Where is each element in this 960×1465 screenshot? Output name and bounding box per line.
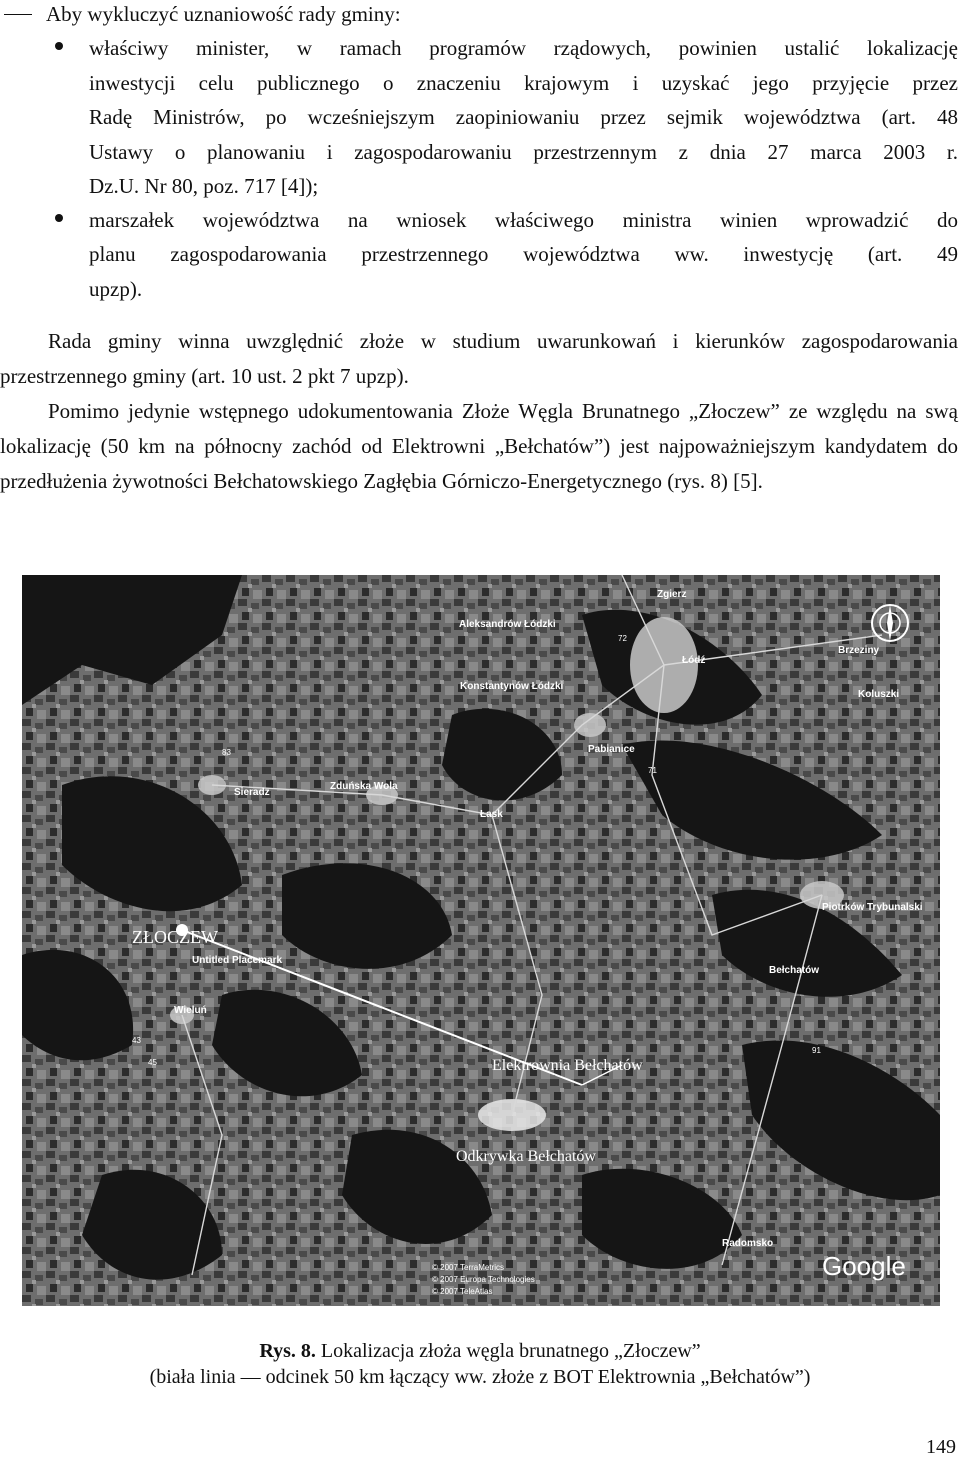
bullet2-line1: marszałek województwa na wniosek właściwego ministra winien wprowadzić do [89,208,958,232]
satellite-map [22,575,940,1306]
label-zgierz: Zgierz [657,589,687,600]
annotation-odkrywka: Odkrywka Bełchatów [456,1148,596,1165]
road-43: 43 [132,1036,141,1045]
label-brzeziny: Brzeziny [838,645,880,656]
label-belchatow: Bełchatów [769,965,820,976]
paragraph-pomimo: Pomimo jedynie wstępnego udokumentowania Złoże Węgla Brunatnego „Złoczew” ze względu na swą lokalizację (50 km na północny zachód od Elektrowni „Bełchatów”) jest najpoważniejszym kandydatem do przedłużenia żywotności Bełchatowskiego Zagłębia Górniczo-Energetycznego (rys. 8) [5]. [0,399,958,493]
road-45: 45 [148,1058,157,1067]
copyright-2: © 2007 Europa Technologies [432,1275,535,1284]
annotation-placemark: Untitled Placemark [192,955,283,966]
intro-heading-text: Aby wykluczyć uznaniowość rady gminy: [46,2,401,26]
label-koluszki: Koluszki [858,689,900,700]
label-pabianice: Pabianice [588,744,635,755]
bullet1-line3: Radę Ministrów, po wcześniejszym zaopiniowaniu przez sejmik województwa (art. 48 [89,105,958,129]
bullet-icon [55,42,63,50]
copyright-1: © 2007 TerraMetrics [432,1263,504,1272]
paragraph-rada: Rada gminy winna uwzględnić złoże w studium uwarunkowań i kierunków zagospodarowania przestrzennego gminy (art. 10 ust. 2 pkt 7 upzp). [0,329,958,388]
bullet2-line2: planu zagospodarowania przestrzennego województwa ww. inwestycję (art. 49 [89,242,958,266]
map-svg [22,575,940,1306]
google-logo: Google [822,1251,906,1281]
label-zdunska-wola: Zduńska Wola [330,781,398,792]
label-aleksandrow: Aleksandrów Łódzki [459,619,556,630]
label-sieradz: Sieradz [234,787,270,798]
label-piotrkow: Piotrków Trybunalski [822,902,923,913]
bullet1-line1: właściwy minister, w ramach programów rządowych, powinien ustalić lokalizację [89,36,958,60]
label-radomsko: Radomsko [722,1238,774,1249]
bullet1-line2: inwestycji celu publicznego o znaczeniu krajowym i uzyskać jego przyjęcie przez [89,71,958,95]
bullet1-line5: Dz.U. Nr 80, poz. 717 [4]); [89,174,319,198]
annotation-elektrownia: Elektrownia Bełchatów [492,1057,643,1074]
page-number: 149 [926,1436,956,1458]
label-konstantynow: Konstantynów Łódzki [460,681,564,692]
road-72: 72 [618,634,627,643]
intro-heading [0,2,401,26]
road-71: 71 [648,766,657,775]
figure-caption-line2: (biała linia — odcinek 50 km łączący ww. złoże z BOT Elektrownia „Bełchatów”) [149,1366,811,1388]
label-lask: Łask [480,809,503,820]
caption-label: Rys. 8. [259,1340,316,1362]
copyright-3: © 2007 TeleAtlas [432,1287,493,1296]
bullet2-line3: upzp). [89,277,143,301]
road-83: 83 [222,748,231,757]
label-wielun: Wieluń [174,1005,207,1016]
dash-mark [4,14,32,15]
bullet1-line4: Ustawy o planowaniu i zagospodarowaniu przestrzennym z dnia 27 marca 2003 r. [89,140,958,164]
caption-title: Lokalizacja złoża węgla brunatnego „Złoczew” [320,1340,701,1362]
label-lodz: Łódź [682,655,706,666]
road-91: 91 [812,1046,821,1055]
annotation-zloczew: ZŁOCZEW [132,927,218,947]
bullet-icon [55,214,63,222]
figure-caption-line1 [0,1338,960,1364]
